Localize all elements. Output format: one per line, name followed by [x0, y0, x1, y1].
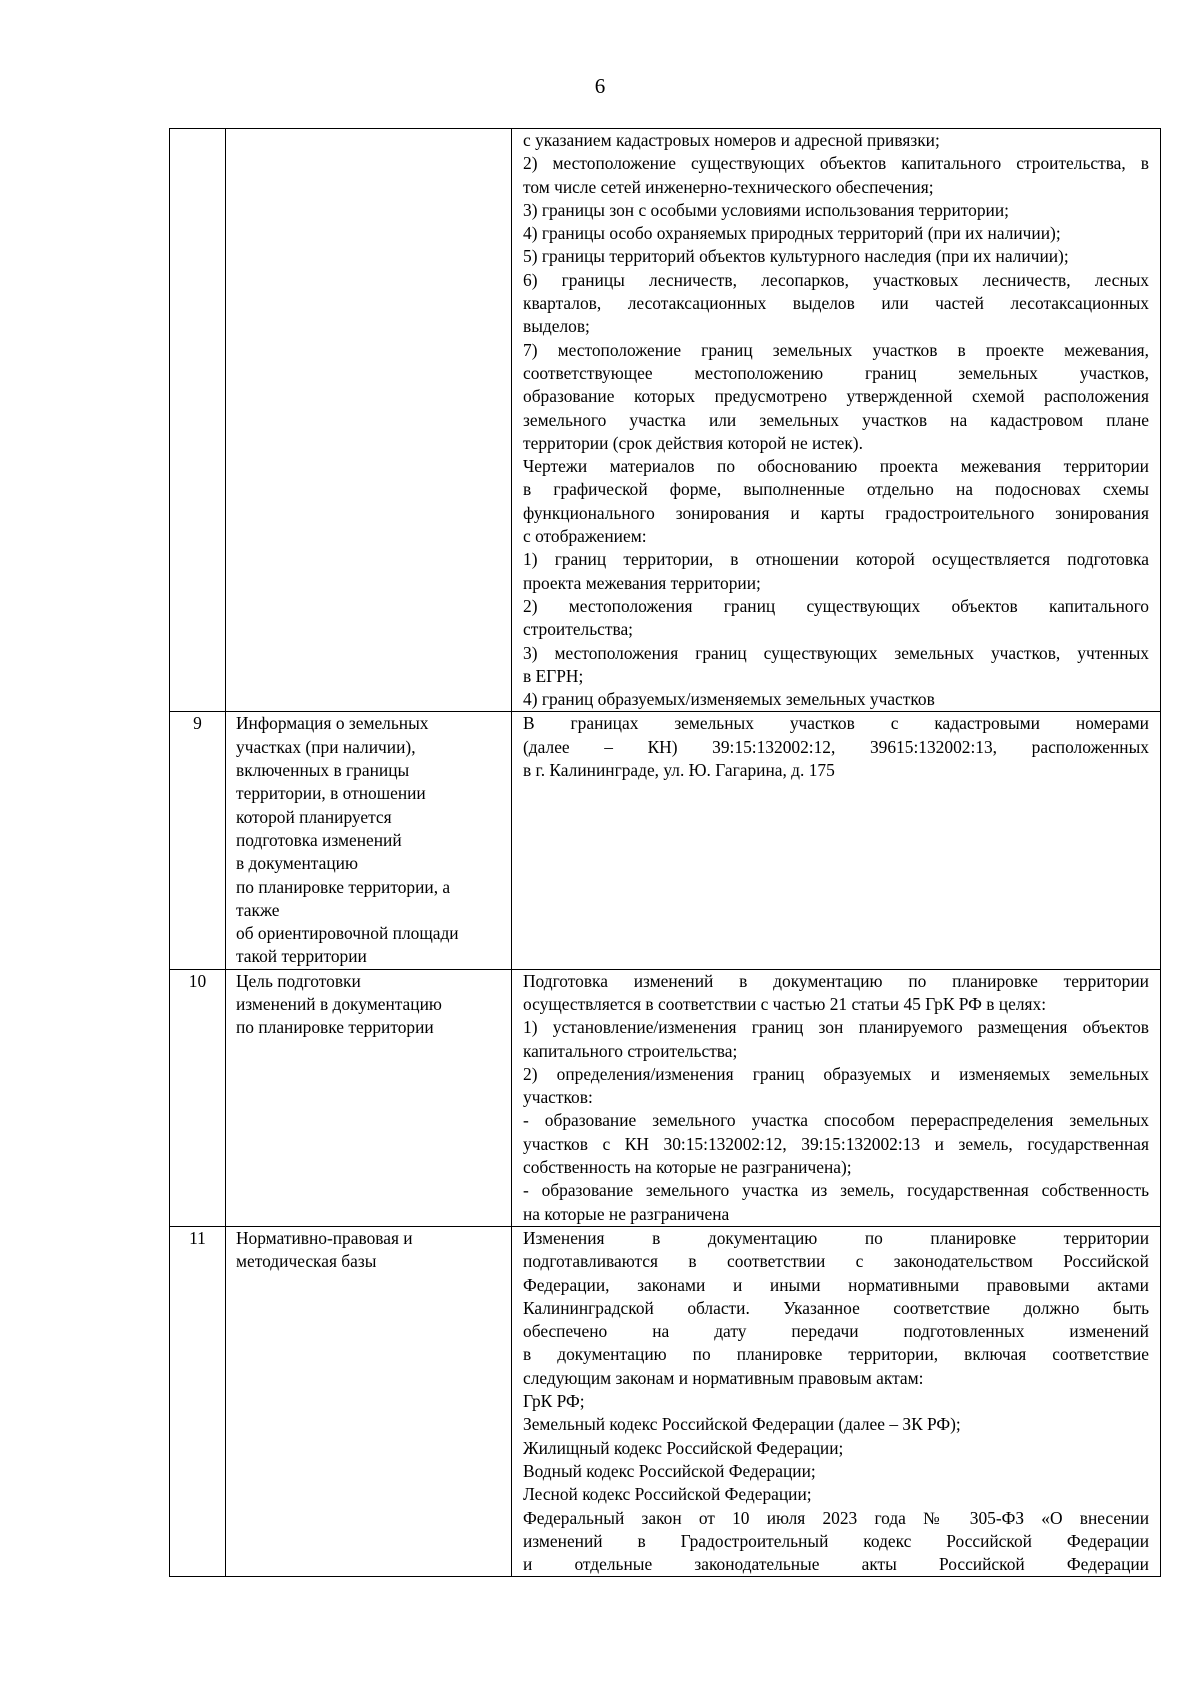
row-content-line: 3) границы зон с особыми условиями использования территории; [523, 199, 1009, 220]
row-content-line: 2) местоположение существующих объектов капитального строительства, в [523, 153, 1149, 174]
row-number-cell [170, 129, 226, 712]
row-content-line: проекта межевания территории; [523, 572, 761, 593]
requirements-table [169, 128, 1161, 1577]
row-content-cell [512, 1226, 1161, 1576]
row-content-line: Чертежи материалов по обоснованию проекта межевания территории [523, 456, 1149, 477]
row-title-line: по планировке территории, а [236, 876, 451, 897]
row-title-line: подготовка изменений [236, 829, 402, 850]
table-row [170, 1226, 1161, 1576]
row-content-line: Калининградской области. Указанное соответствие должно быть [523, 1297, 1149, 1318]
row-content-line: в графической форме, выполненные отдельно на подосновах схемы [523, 479, 1149, 500]
row-content-line: 7) местоположение границ земельных участков в проекте межевания, [523, 339, 1149, 360]
row-content-line: участков с КН 30:15:132002:12, 39:15:132002:13 и земель, государственная [523, 1133, 1149, 1154]
row-content-line: Лесной кодекс Российской Федерации; [523, 1484, 812, 1505]
row-content-line: в г. Калининграде, ул. Ю. Гагарина, д. 175 [523, 760, 835, 781]
row-content-line: 2) местоположения границ существующих объектов капитального [523, 595, 1149, 616]
row-content-line: В границах земельных участков с кадастровыми номерами [523, 713, 1149, 734]
row-content-line: Изменения в документацию по планировке территории [523, 1227, 1149, 1248]
row-content-line: Жилищный кодекс Российской Федерации; [523, 1437, 844, 1458]
row-content-line: следующим законам и нормативным правовым актам: [523, 1367, 924, 1388]
row-content-line: (далее – КН) 39:15:132002:12, 39615:132002:13, расположенных [523, 736, 1149, 757]
row-content-line: в ЕГРН; [523, 665, 584, 686]
row-number-cell [170, 712, 226, 969]
row-title-line: методическая базы [236, 1251, 377, 1272]
row-title-line: такой территории [236, 946, 367, 967]
row-title-cell [226, 1226, 512, 1576]
row-title-line: участках (при наличии), [236, 736, 416, 757]
row-title-line: которой планируется [236, 806, 392, 827]
row-content-line: на которые не разграничена [523, 1203, 730, 1224]
row-content-line: кварталов, лесотаксационных выделов или частей лесотаксационных [523, 293, 1149, 314]
row-content-line: территории (срок действия которой не истек). [523, 432, 863, 453]
row-number: 11 [189, 1227, 206, 1248]
row-content-line: ГрК РФ; [523, 1391, 585, 1412]
row-content-cell [512, 712, 1161, 969]
row-content-line: том числе сетей инженерно-технического обеспечения; [523, 176, 934, 197]
row-content-line: - образование земельного участка из земель, государственная собственность [523, 1180, 1149, 1201]
row-title-line: в документацию [236, 853, 358, 874]
row-content-cell [512, 129, 1161, 712]
page-number: 6 [594, 74, 606, 98]
row-title-line: Нормативно-правовая и [236, 1227, 413, 1248]
row-content-line: собственность на которые не разграничена); [523, 1157, 852, 1178]
row-title-line: также [236, 899, 280, 920]
table-row [170, 969, 1161, 1226]
row-content-line: 5) границы территорий объектов культурного наследия (при их наличии); [523, 246, 1069, 267]
row-content-line: обеспечено на дату передачи подготовленных изменений [523, 1321, 1149, 1342]
row-content-line: строительства; [523, 619, 634, 640]
row-title-cell [226, 969, 512, 1226]
row-content-line: 1) границ территории, в отношении которой осуществляется подготовка [523, 549, 1149, 570]
row-content-line: Федеральный закон от 10 июля 2023 года № 305-ФЗ «О внесении [523, 1507, 1149, 1528]
row-content-line: подготавливаются в соответствии с законодательством Российской [523, 1251, 1149, 1272]
row-content-line: участков: [523, 1087, 593, 1108]
row-number-cell [170, 1226, 226, 1576]
row-content-line: - образование земельного участка способом перераспределения земельных [523, 1110, 1149, 1131]
row-content-line: Водный кодекс Российской Федерации; [523, 1460, 816, 1481]
row-content-line: с указанием кадастровых номеров и адресной привязки; [523, 130, 940, 150]
row-content-line: функционального зонирования и карты градостроительного зонирования [523, 502, 1149, 523]
row-title-line: об ориентировочной площади [236, 923, 459, 944]
row-content-line: Подготовка изменений в документацию по планировке территории [523, 970, 1149, 991]
row-content-line: образование которых предусмотрено утвержденной схемой расположения [523, 386, 1149, 407]
row-content-line: и отдельные законодательные акты Российской Федерации [523, 1554, 1149, 1575]
row-content-line: в документацию по планировке территории, включая соответствие [523, 1344, 1149, 1365]
row-content-line: с отображением: [523, 526, 647, 547]
row-title-line: по планировке территории [236, 1017, 434, 1038]
row-content-line: Земельный кодекс Российской Федерации (далее – ЗК РФ); [523, 1414, 961, 1435]
row-content-line: изменений в Градостроительный кодекс Российской Федерации [523, 1530, 1149, 1551]
row-title-line: Цель подготовки [236, 970, 361, 991]
row-number-cell [170, 969, 226, 1226]
row-number: 10 [188, 970, 207, 991]
row-number: 9 [193, 713, 202, 734]
row-title-line: включенных в границы [236, 760, 410, 781]
row-content-line: 3) местоположения границ существующих земельных участков, учтенных [523, 642, 1149, 663]
row-content-line: 1) установление/изменения границ зон планируемого размещения объектов [523, 1017, 1149, 1038]
row-content-line: земельного участка или земельных участков на кадастровом плане [523, 409, 1149, 430]
row-content-line: выделов; [523, 316, 590, 337]
row-content-line: соответствующее местоположению границ земельных участков, [523, 362, 1149, 383]
row-content-line: 2) определения/изменения границ образуемых и изменяемых земельных [523, 1063, 1149, 1084]
row-content-line: осуществляется в соответствии с частью 21 статьи 45 ГрК РФ в целях: [523, 993, 1047, 1014]
row-title-line: Информация о земельных [236, 713, 429, 734]
row-content-line: капитального строительства; [523, 1040, 738, 1061]
table-row [170, 712, 1161, 969]
row-content-line: 6) границы лесничеств, лесопарков, участковых лесничеств, лесных [523, 269, 1149, 290]
row-title-cell [226, 712, 512, 969]
row-title-line: территории, в отношении [236, 783, 426, 804]
row-title-cell [226, 129, 512, 712]
row-content-line: Федерации, законами и иными нормативными правовыми актами [523, 1274, 1149, 1295]
row-content-line: 4) границ образуемых/изменяемых земельных участков [523, 689, 935, 710]
row-content-cell [512, 969, 1161, 1226]
row-title-line: изменений в документацию [236, 993, 442, 1014]
table-row [170, 129, 1161, 712]
row-content-line: 4) границы особо охраняемых природных территорий (при их наличии); [523, 223, 1061, 244]
